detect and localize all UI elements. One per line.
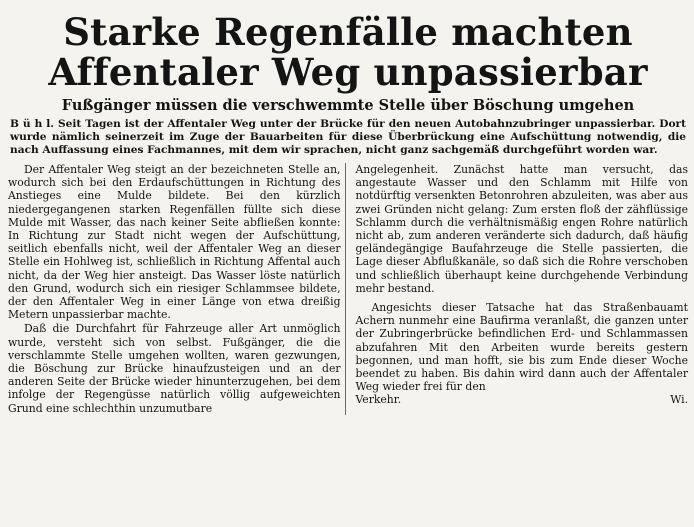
left-column — [8, 163, 346, 415]
closing-line — [356, 393, 689, 406]
left-paragraph-2: Daß die Durchfahrt für Fahrzeuge aller Art unmöglich wurde, versteht sich von selbst. Fußgänger, die die verschlammte Stelle umgehen wollten, waren gezwungen, die Böschung zur Brücke hinaufzusteigen und an der anderen Seite der Brücke wieder hinunterzugehen, bei dem infolge der Regengüsse natürlich völlig aufgeweichten Grund eine schlechthin unzumutbare — [8, 322, 341, 415]
right-column — [356, 163, 689, 407]
article-columns — [8, 163, 688, 415]
author-signoff: Wi. — [670, 393, 688, 407]
headline-line-2: Affentaler Weg unpassierbar — [48, 50, 648, 94]
headline-line-1: Starke Regenfälle machten — [63, 10, 633, 54]
right-paragraph-1: Angelegenheit. Zunächst hatte man versucht, das angestaute Wasser und den Schlamm mit Hilfe von notdürftig versenkten Betonrohren abzuleiten, was aber aus zwei Gründen nicht gelang: Zum ersten floß der zähflüssige Schlamm durch die verhältnismäßig engen Rohre natürlich nicht ab, zum anderen veränderte sich dadurch, daß häufig geländegängige Baufahrzeuge die Stelle passierten, die Lage dieser Abflußkanäle, so daß sich die Rohre verschoben und schließlich überhaupt keine durchgehende Verbindung mehr bestand. — [355, 163, 688, 295]
lead-paragraph: B ü h l. Seit Tagen ist der Affentaler Weg unter der Brücke für den neuen Autobahnzubringer unpassierbar. Dort wurde nämlich seinerzeit im Zuge der Bauarbeiten für diese Überbrückung eine Aufschüttung notwendig, die nach Auffassung eines Fachmannes, mit dem wir sprachen, nicht ganz sachgemäß durchgeführt worden war. — [10, 118, 686, 156]
subheadline: Fußgänger müssen die verschwemmte Stelle über Böschung umgehen — [61, 97, 635, 114]
left-paragraph-1: Der Affentaler Weg steigt an der bezeichneten Stelle an, wodurch sich bei den Erdaufschüttungen in Richtung des Anstieges eine Mulde bildete. Bei den kürzlich niedergegangenen starken Regenfällen füllte sich diese Mulde mit Wasser, das nach keiner Seite abfließen konnte: In Richtung zur Stadt nicht wegen der Aufschüttung, seitlich ebenfalls nicht, weil der Affentaler Weg an dieser Stelle ein Hohlweg ist, schließlich in Richtung Affental auch nicht, da der Weg hier ansteigt. Das Wasser löste natürlich den Grund, wodurch sich ein riesiger Schlammsee bildete, der den Affentaler Weg in einer Länge von etwa dreißig Metern unpassierbar machte. — [8, 163, 341, 322]
last-word: Verkehr. — [355, 393, 402, 407]
right-paragraph-2: Angesichts dieser Tatsache hat das Straßenbauamt Achern nunmehr eine Baufirma veranlaßt, die ganzen unter der Zubringerbrücke befindlichen Erd- und Schlammassen abzufahren Mit den Arbeiten wurde bereits gestern begonnen, und man hofft, sie bis zum Ende dieser Woche beendet zu haben. Bis dahin wird dann auch der Affentaler Weg wieder frei für den — [355, 301, 688, 394]
